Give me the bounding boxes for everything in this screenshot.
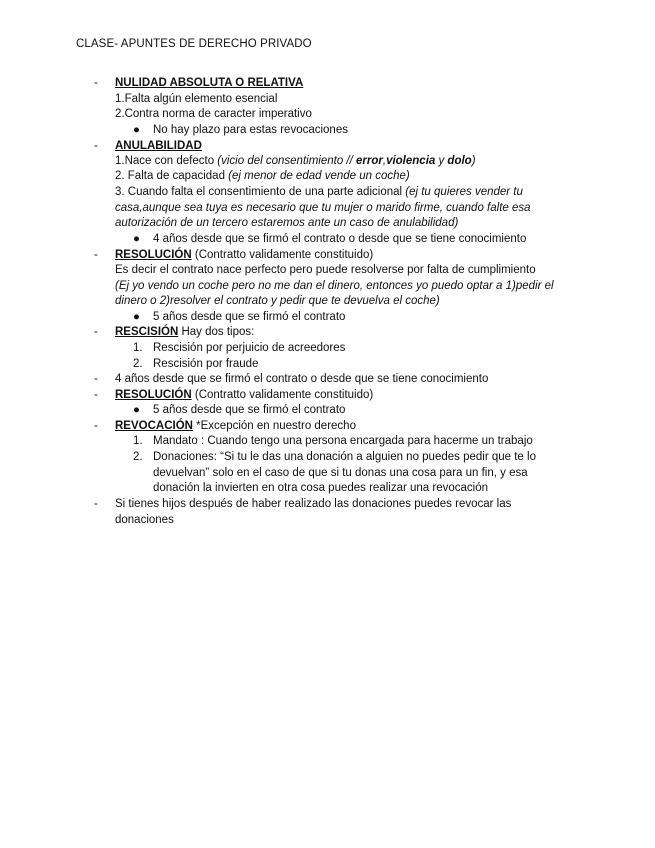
text-span: y — [435, 155, 448, 167]
text-line — [115, 170, 410, 182]
heading-resolucion — [115, 249, 373, 261]
text-line: Es decir el contrato nace perfecto pero puede resolverse por falta de cumplimiento — [115, 264, 536, 276]
text-line: donaciones — [115, 514, 174, 526]
heading-rescision — [115, 326, 254, 338]
heading-text: REVOCACIÓN — [115, 420, 193, 432]
list-dash: - — [94, 498, 98, 510]
list-dash: - — [94, 77, 98, 89]
bullet-icon: ● — [133, 233, 140, 245]
heading-sub: (Contratto validamente constituido) — [191, 389, 374, 401]
heading-sub: *Excepción en nuestro derecho — [192, 420, 356, 432]
list-number: 2. — [133, 358, 143, 370]
numbered-item: Donaciones: “Si tu le das una donación a alguien no puedes pedir que te lo — [153, 451, 536, 463]
text-line: (Ej yo vendo un coche pero no me dan el dinero, entonces yo puedo optar a 1)pedir el — [115, 280, 554, 292]
numbered-item-cont: donación la invierten en otra cosa puedes realizar una revocación — [153, 482, 488, 494]
text-line — [115, 186, 523, 198]
heading-revocacion — [115, 420, 356, 432]
bullet-icon: ● — [133, 311, 140, 323]
bullet-text: No hay plazo para estas revocaciones — [153, 124, 348, 136]
text-line: 1.Falta algún elemento esencial — [115, 93, 278, 105]
numbered-item: Rescisión por fraude — [153, 358, 259, 370]
heading-sub: Hay dos tipos: — [178, 326, 255, 338]
text-line: 4 años desde que se firmó el contrato o desde que se tiene conocimiento — [115, 373, 489, 385]
text-span: 2. Falta de capacidad — [115, 170, 229, 182]
text-span: dolo — [447, 155, 472, 167]
text-span: 1.Nace con defecto — [115, 155, 218, 167]
heading-resolucion-2 — [115, 389, 373, 401]
heading-text: NULIDAD ABSOLUTA O RELATIVA — [115, 77, 304, 89]
text-span: (vicio del consentimiento // — [217, 155, 356, 167]
bullet-icon: ● — [133, 124, 140, 136]
heading-text: ANULABILIDAD — [115, 140, 202, 152]
list-dash: - — [94, 140, 98, 152]
heading-text: RESOLUCIÓN — [115, 389, 192, 401]
numbered-item: Mandato : Cuando tengo una persona encargada para hacerme un trabajo — [153, 435, 533, 447]
list-number: 1. — [133, 435, 143, 447]
heading-anulabilidad — [115, 140, 202, 152]
list-dash: - — [94, 249, 98, 261]
heading-sub: (Contratto validamente constituido) — [191, 249, 374, 261]
heading-text: RESCISIÓN — [115, 326, 179, 338]
list-number: 2. — [133, 451, 143, 463]
numbered-item: Rescisión por perjuicio de acreedores — [153, 342, 346, 354]
bullet-text: 5 años desde que se firmó el contrato — [153, 311, 346, 323]
bullet-text: 5 años desde que se firmó el contrato — [153, 404, 346, 416]
text-line: 2.Contra norma de caracter imperativo — [115, 108, 312, 120]
numbered-item-cont: devuelvan” solo en el caso de que si tu donas una cosa para un fin, y esa — [153, 467, 528, 479]
text-line: autorización de un tercero estaremos ante un caso de anulabilidad) — [115, 217, 459, 229]
text-line: Si tienes hijos después de haber realizado las donaciones puedes revocar las — [115, 498, 512, 510]
text-span: (ej tu quieres vender tu — [405, 186, 523, 198]
text-line: casa,aunque sea tuya es necesario que tu mujer o marido firme, cuando falte esa — [115, 202, 531, 214]
list-dash: - — [94, 326, 98, 338]
text-span: 3. Cuando falta el consentimiento de una parte adicional — [115, 186, 406, 198]
text-span: (ej menor de edad vende un coche) — [228, 170, 410, 182]
text-span: ) — [471, 155, 476, 167]
text-line: dinero o 2)resolver el contrato y pedir que te devuelva el coche) — [115, 295, 440, 307]
text-line — [115, 155, 476, 167]
text-span: error — [356, 155, 383, 167]
text-span: , — [382, 155, 387, 167]
heading-nulidad — [115, 77, 303, 89]
heading-text: RESOLUCIÓN — [115, 249, 192, 261]
list-number: 1. — [133, 342, 143, 354]
bullet-icon: ● — [133, 404, 140, 416]
document-title: CLASE- APUNTES DE DERECHO PRIVADO — [76, 38, 312, 50]
list-dash: - — [94, 373, 98, 385]
bullet-text: 4 años desde que se firmó el contrato o desde que se tiene conocimiento — [153, 233, 527, 245]
text-span: violencia — [386, 155, 436, 167]
list-dash: - — [94, 389, 98, 401]
list-dash: - — [94, 420, 98, 432]
